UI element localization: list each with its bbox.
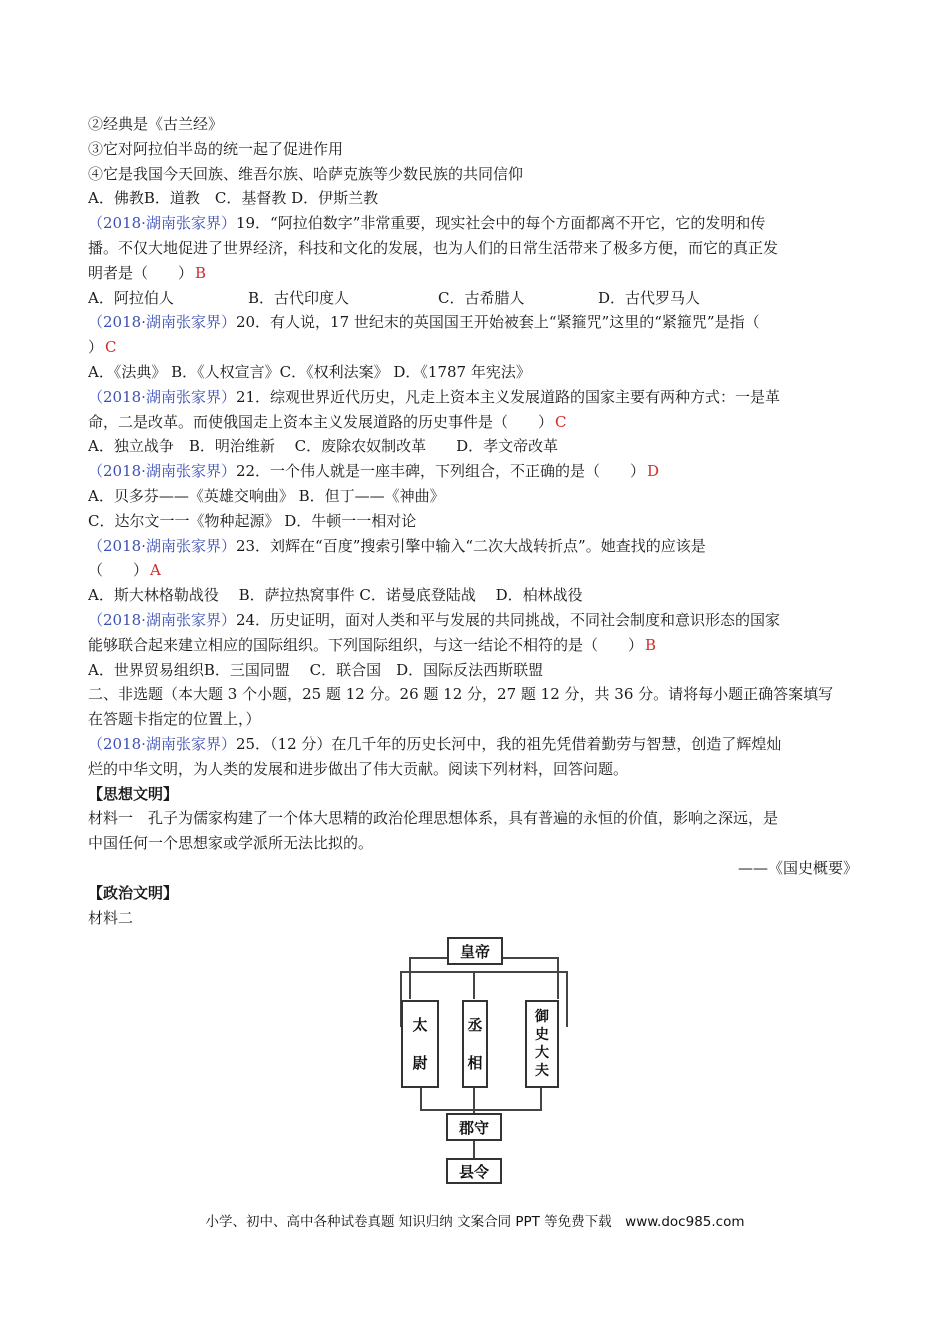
question-text: 播。不仅大地促进了世界经济，科技和文化的发展，也为人们的日常生活带来了极多方便，而它的真正发 bbox=[88, 238, 779, 257]
question-25 bbox=[88, 732, 864, 757]
question-19-options bbox=[88, 286, 864, 311]
material-text: 材料一 孔子为儒家构建了一个体大思精的政治伦理思想体系，具有普遍的永恒的价值，影响之深远，是 bbox=[88, 809, 779, 828]
diagram-char: 尉 bbox=[412, 1054, 428, 1072]
connector bbox=[566, 971, 568, 1027]
question-source: （2018·湖南张家界） bbox=[88, 462, 236, 481]
text-line: ②经典是《古兰经》 bbox=[88, 115, 224, 133]
section-heading: 二、非选题（本大题 3 个小题，25 题 12 分。26 题 12 分，27 题 12 分，共 36 分。请将每小题正确答案填写 bbox=[88, 685, 834, 704]
question-18-options: A．佛教B．道教 C．基督教 D．伊斯兰教 bbox=[88, 189, 379, 208]
material-text: 中国任何一个思想家或学派所无法比拟的。 bbox=[88, 834, 374, 853]
text-line: ④它是我国今天回族、维吾尔族、哈萨克族等少数民族的共同信仰 bbox=[88, 164, 524, 183]
connector bbox=[409, 957, 411, 999]
question-text bbox=[88, 410, 864, 435]
chengxiang-box bbox=[462, 1000, 488, 1088]
diagram-char: 大 bbox=[535, 1045, 549, 1061]
option: B．古代印度人 bbox=[248, 288, 350, 307]
question-text bbox=[88, 633, 864, 658]
answer-mark: C bbox=[105, 338, 117, 357]
question-text bbox=[88, 335, 864, 360]
question-text-part: （ ） bbox=[88, 561, 149, 580]
question-21-options: A．独立战争 B．明治维新 C．废除农奴制改革 D．孝文帝改革 bbox=[88, 437, 559, 456]
connector bbox=[420, 1109, 542, 1111]
junshou-box: 郡守 bbox=[446, 1113, 502, 1141]
question-text-part: 明者是（ ） bbox=[88, 263, 194, 282]
question-source: （2018·湖南张家界） bbox=[88, 536, 236, 555]
connector bbox=[420, 1087, 422, 1109]
diagram-char: 夫 bbox=[535, 1063, 549, 1079]
text-line: ③它对阿拉伯半岛的统一起了促进作用 bbox=[88, 139, 344, 158]
answer-mark: B bbox=[195, 263, 207, 282]
diagram-char: 史 bbox=[535, 1027, 549, 1043]
question-text: 23．刘辉在“百度”搜索引擎中输入“二次大战转折点”。她查找的应该是 bbox=[235, 536, 706, 555]
question-22-options: C．达尔文一一《物种起源》 D．牛顿一一相对论 bbox=[88, 511, 417, 530]
option: D．古代罗马人 bbox=[598, 288, 701, 307]
connector bbox=[557, 957, 559, 999]
connector bbox=[400, 971, 568, 973]
question-text: 20．有人说，17 世纪末的英国国王开始被套上“紧箍咒”这里的“紧箍咒”是指（ bbox=[235, 313, 760, 332]
government-structure-diagram bbox=[398, 935, 570, 1185]
question-24-options: A．世界贸易组织B．三国同盟 C．联合国 D．国际反法西斯联盟 bbox=[88, 660, 544, 679]
question-text bbox=[88, 261, 864, 286]
document-body bbox=[88, 112, 864, 930]
option: C．古希腊人 bbox=[438, 288, 525, 307]
question-23-options: A．斯大林格勒战役 B．萨拉热窝事件 C．诺曼底登陆战 D．柏林战役 bbox=[88, 586, 583, 605]
question-text-part: 命，二是改革。而使俄国走上资本主义发展道路的历史事件是（ ） bbox=[88, 412, 554, 431]
question-source: （2018·湖南张家界） bbox=[88, 734, 236, 753]
section-heading: 在答题卡指定的位置上，） bbox=[88, 710, 261, 729]
question-text: 烂的中华文明，为人类的发展和进步做出了伟大贡献。阅读下列材料，回答问题。 bbox=[88, 759, 629, 778]
diagram-char: 御 bbox=[535, 1009, 549, 1025]
question-text: 25．（12 分）在几千年的历史长河中，我的祖先凭借着勤劳与智慧，创造了辉煌灿 bbox=[235, 734, 782, 753]
diagram-char: 相 bbox=[467, 1054, 483, 1072]
material-label: 材料二 bbox=[88, 908, 134, 927]
question-20-options: A．《法典》 B．《人权宣言》C．《权利法案》 D．《1787 年宪法》 bbox=[88, 362, 531, 381]
answer-mark: C bbox=[555, 412, 567, 431]
question-22 bbox=[88, 459, 864, 484]
diagram-char: 太 bbox=[412, 1016, 428, 1034]
question-source: （2018·湖南张家界） bbox=[88, 313, 236, 332]
material-citation: ——《国史概要》 bbox=[737, 858, 858, 877]
connector bbox=[540, 1087, 542, 1109]
diagram-char: 丞 bbox=[467, 1016, 483, 1034]
connector bbox=[473, 1087, 475, 1111]
question-text: 24．历史证明，面对人类和平与发展的共同挑战，不同社会制度和意识形态的国家 bbox=[235, 610, 781, 629]
yushidafu-box bbox=[525, 1000, 559, 1088]
taiwei-box bbox=[401, 1000, 439, 1088]
subheading-thought: 【思想文明】 bbox=[88, 784, 179, 803]
question-source: （2018·湖南张家界） bbox=[88, 387, 236, 406]
question-source: （2018·湖南张家界） bbox=[88, 214, 236, 233]
question-23 bbox=[88, 534, 864, 559]
question-source: （2018·湖南张家界） bbox=[88, 610, 236, 629]
xianling-box: 县令 bbox=[446, 1158, 502, 1184]
question-text-part: ） bbox=[88, 338, 104, 357]
question-21 bbox=[88, 385, 864, 410]
question-text: 19．“阿拉伯数字”非常重要，现实社会中的每个方面都离不开它，它的发明和传 bbox=[235, 214, 766, 233]
question-text bbox=[88, 558, 864, 583]
emperor-box: 皇帝 bbox=[447, 937, 503, 965]
connector bbox=[473, 971, 475, 999]
question-text: 21．综观世界近代历史，凡走上资本主义发展道路的国家主要有两种方式：一是革 bbox=[235, 387, 781, 406]
question-19 bbox=[88, 211, 864, 236]
question-text-part: 能够联合起来建立相应的国际组织。下列国际组织，与这一结论不相符的是（ ） bbox=[88, 635, 644, 654]
question-text: 22．一个伟人就是一座丰碑，下列组合，不正确的是（ ） bbox=[235, 462, 646, 481]
option: A．阿拉伯人 bbox=[88, 288, 174, 307]
question-24 bbox=[88, 608, 864, 633]
question-22-options: A．贝多芬——《英雄交响曲》 B．但丁——《神曲》 bbox=[88, 486, 445, 505]
question-20 bbox=[88, 310, 864, 335]
subheading-politics: 【政治文明】 bbox=[88, 883, 179, 902]
page-footer: 小学、初中、高中各种试卷真题 知识归纳 文案合同 PPT 等免费下载 www.doc985.com bbox=[205, 1214, 745, 1230]
answer-mark: D bbox=[647, 462, 660, 481]
answer-mark: B bbox=[645, 635, 657, 654]
answer-mark: A bbox=[150, 561, 161, 580]
